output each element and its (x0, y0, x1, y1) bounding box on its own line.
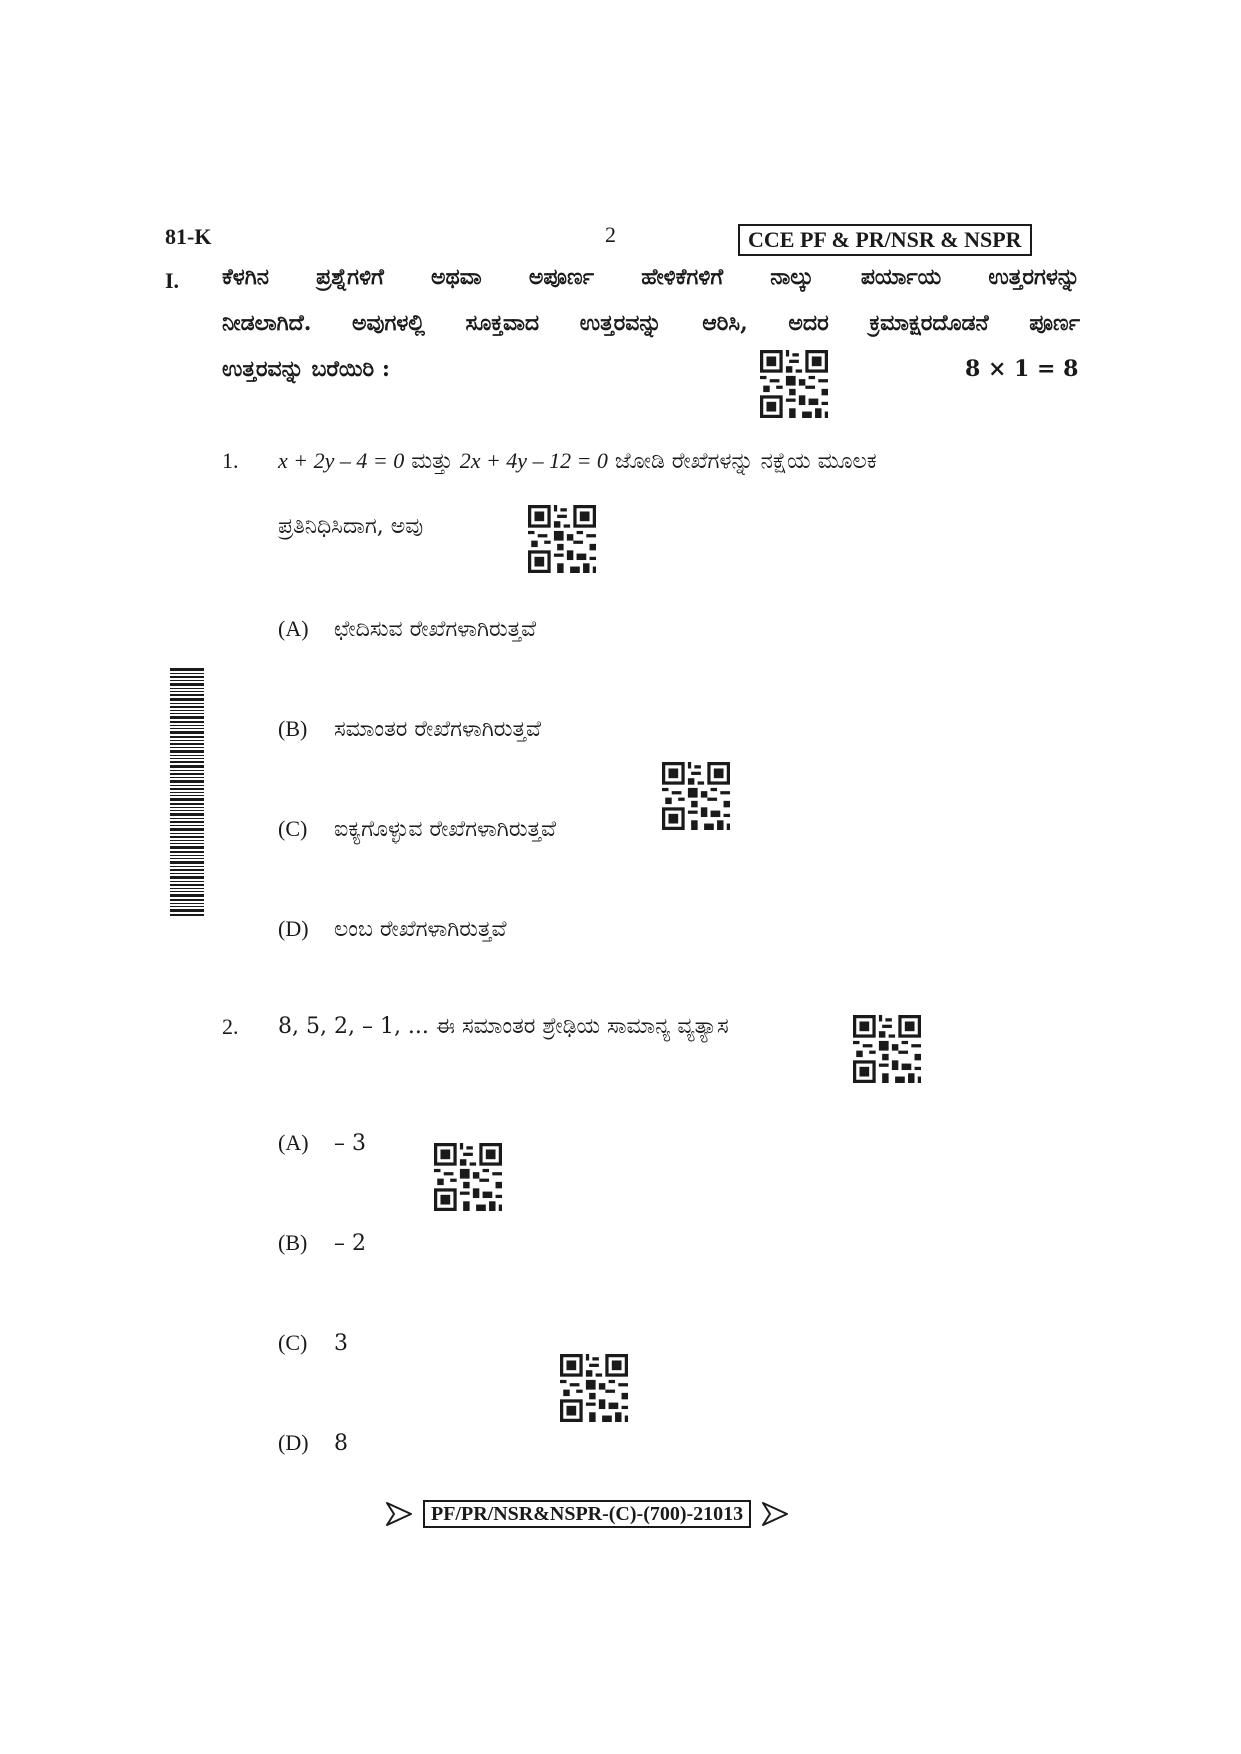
footer-code: PF/PR/NSR&NSPR-(C)-(700)-21013 (423, 1500, 751, 1528)
arrow-right-icon (385, 1500, 413, 1528)
question-1-number: 1. (222, 448, 239, 473)
question-1-text-tail: ಜೋಡಿ ರೇಖೆಗಳನ್ನು ನಕ್ಷೆಯ ಮೂಲಕ (614, 449, 877, 474)
option-label: (A) (278, 1130, 309, 1155)
option-label: (B) (278, 716, 308, 741)
option-label: (C) (278, 816, 308, 841)
paper-code: 81-K (165, 224, 212, 249)
question-2-text: 8, 5, 2, – 1, ... ಈ ಸಮಾಂತರ ಶ್ರೇಢಿಯ ಸಾಮಾನ್ಯ ವ್ಯತ್ಯಾಸ (278, 1014, 729, 1039)
qr-code-icon (760, 350, 828, 418)
qr-code-icon (662, 762, 730, 830)
qr-code-icon (434, 1143, 502, 1211)
qr-code-icon (853, 1015, 921, 1083)
question-1-eq2: 2x + 4y – 12 = 0 (459, 448, 608, 473)
option-label: (C) (278, 1330, 308, 1355)
question-1-joiner: ಮತ್ತು (411, 449, 453, 474)
barcode-icon (170, 668, 204, 918)
question-1-option-c (278, 814, 556, 845)
option-text: – 3 (334, 1131, 366, 1156)
question-1-option-a (278, 614, 536, 645)
option-text: ಛೇದಿಸುವ ರೇಖೆಗಳಾಗಿರುತ್ತವೆ (334, 617, 537, 642)
question-1-option-b (278, 714, 541, 745)
option-text: 8 (334, 1431, 348, 1456)
instruction-line-2: ನೀಡಲಾಗಿದೆ. ಅವುಗಳಲ್ಲಿ ಸೂಕ್ತವಾದ ಉತ್ತರವನ್ನು ಆರಿಸಿ, ಅದರ ಕ್ರಮಾಕ್ಷರದೊಡನೆ ಪೂರ್ಣ (222, 310, 1080, 336)
option-text: ಲಂಬ ರೇಖೆಗಳಾಗಿರುತ್ತವೆ (334, 917, 507, 942)
instruction-line-1: ಕೆಳಗಿನ ಪ್ರಶ್ನೆಗಳಿಗೆ ಅಥವಾ ಅಪೂರ್ಣ ಹೇಳಿಕೆಗಳಿಗೆ ನಾಲ್ಕು ಪರ್ಯಾಯ ಉತ್ತರಗಳನ್ನು (222, 264, 1080, 290)
question-2-option-c (278, 1328, 348, 1359)
question-2-option-a (278, 1128, 366, 1159)
section-number: I. (165, 268, 180, 293)
question-1-text (278, 444, 1080, 479)
option-text: ಐಕ್ಯಗೊಳ್ಳುವ ರೇಖೆಗಳಾಗಿರುತ್ತವೆ (334, 817, 556, 842)
marks-allocation: 8 × 1 = 8 (965, 356, 1079, 382)
arrow-right-icon (761, 1500, 789, 1528)
question-2-option-b (278, 1228, 366, 1259)
instruction-line-3: ಉತ್ತರವನ್ನು ಬರೆಯಿರಿ : (222, 356, 390, 382)
question-2-number: 2. (222, 1014, 239, 1039)
question-1-eq1: x + 2y – 4 = 0 (278, 448, 405, 473)
page-footer (385, 1500, 789, 1528)
qr-code-icon (560, 1354, 628, 1422)
question-1-option-d (278, 914, 506, 945)
option-text: – 2 (334, 1231, 366, 1256)
option-label: (A) (278, 616, 309, 641)
exam-label: CCE PF & PR/NSR & NSPR (738, 224, 1032, 256)
option-label: (D) (278, 1430, 309, 1455)
option-text: ಸಮಾಂತರ ರೇಖೆಗಳಾಗಿರುತ್ತವೆ (334, 717, 541, 742)
option-label: (B) (278, 1230, 308, 1255)
option-label: (D) (278, 916, 309, 941)
question-1-text-line2: ಪ್ರತಿನಿಧಿಸಿದಾಗ, ಅವು (278, 514, 424, 539)
qr-code-icon (528, 505, 596, 573)
option-text: 3 (334, 1331, 348, 1356)
question-2-option-d (278, 1428, 348, 1459)
page-number: 2 (605, 222, 616, 247)
